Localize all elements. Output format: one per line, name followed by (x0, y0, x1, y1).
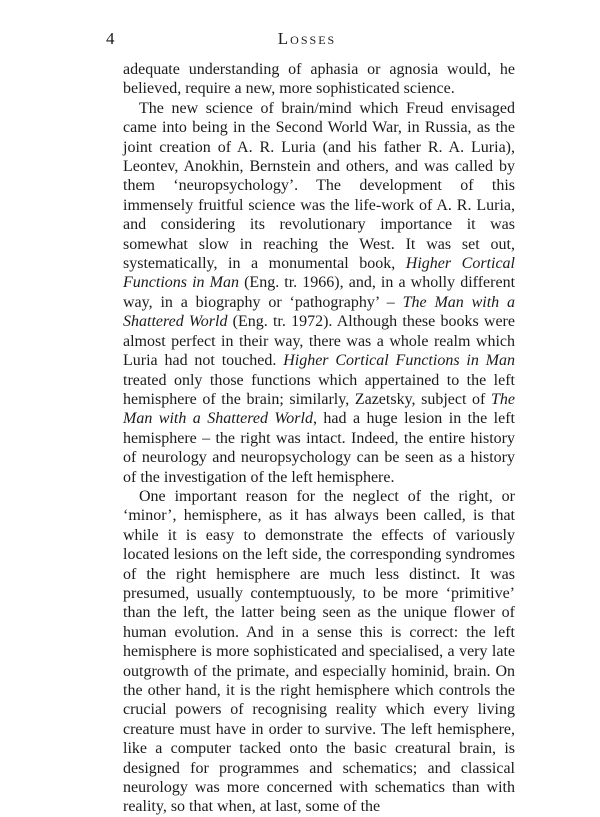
book-title-italic: Higher Cortical Functions in Man (283, 352, 515, 370)
text-segment: adequate understanding of aphasia or agnosia would, he believed, require a new, more sophisticated science. (123, 61, 515, 98)
text-segment: (Eng. tr. 1966), and, in a wholly different way, in a biography or ‘pathography’ – (123, 274, 516, 311)
paragraph-right-hemisphere (123, 487, 515, 817)
book-title-italic: The Man with a Shattered World (123, 390, 515, 428)
book-title-italic: The Man with a Shattered World (123, 293, 516, 331)
paragraph-continuation (123, 60, 515, 99)
body-text (123, 60, 515, 817)
page-number: 4 (106, 29, 115, 48)
text-segment: (Eng. tr. 1972). Although these books were almost perfect in their way, there was a whole realm which Luria had not touched. (123, 313, 515, 370)
text-segment: , had a huge lesion in the left hemisphere – the right was intact. Indeed, the entire history of neurology and neuropsychology can be seen as a history of the investigation of the left hemisphere. (123, 410, 515, 486)
text-segment: The new science of brain/mind which Freud envisaged came into being in the Second World War, in Russia, as the joint creation of A. R. Luria (and his father R. A. Luria), Leontev, Anokhin, Bernstein and others, and was called by them ‘neuropsychology’. The development of this immensely fruitful science was the life-work of A. R. Luria, and considering its revolutionary importance it was somewhat slow in reaching the West. It was set out, systematically, in a monumental book, (123, 99, 515, 273)
page-header (98, 27, 516, 51)
running-head: Losses (277, 29, 337, 48)
book-title-italic: Higher Cortical Functions in Man (123, 255, 515, 292)
paragraph-neuropsychology (123, 99, 515, 487)
text-segment: treated only those functions which appertained to the left hemisphere of the brain; similarly, Zazetsky, subject of (123, 371, 515, 408)
text-segment: One important reason for the neglect of the right, or ‘minor’, hemisphere, as it has always been called, is that while it is easy to demonstrate the effects of variously located lesions on the left side, the corresponding syndromes of the right hemisphere are much less distinct. It was presumed, usually contemptuously, to be more ‘primitive’ than the left, the latter being seen as the unique flower of human evolution. And in a sense this is correct: the left hemisphere is more sophisticated and specialised, a very late outgrowth of the primate, and especially hominid, brain. On the other hand, it is the right hemisphere which controls the crucial powers of recognising reality which every living creature must have in order to survive. The left hemisphere, like a computer tacked onto the basic creatural brain, is designed for programmes and schematics; and classical neurology was more concerned with schematics than with reality, so that when, at last, some of the (123, 487, 515, 816)
